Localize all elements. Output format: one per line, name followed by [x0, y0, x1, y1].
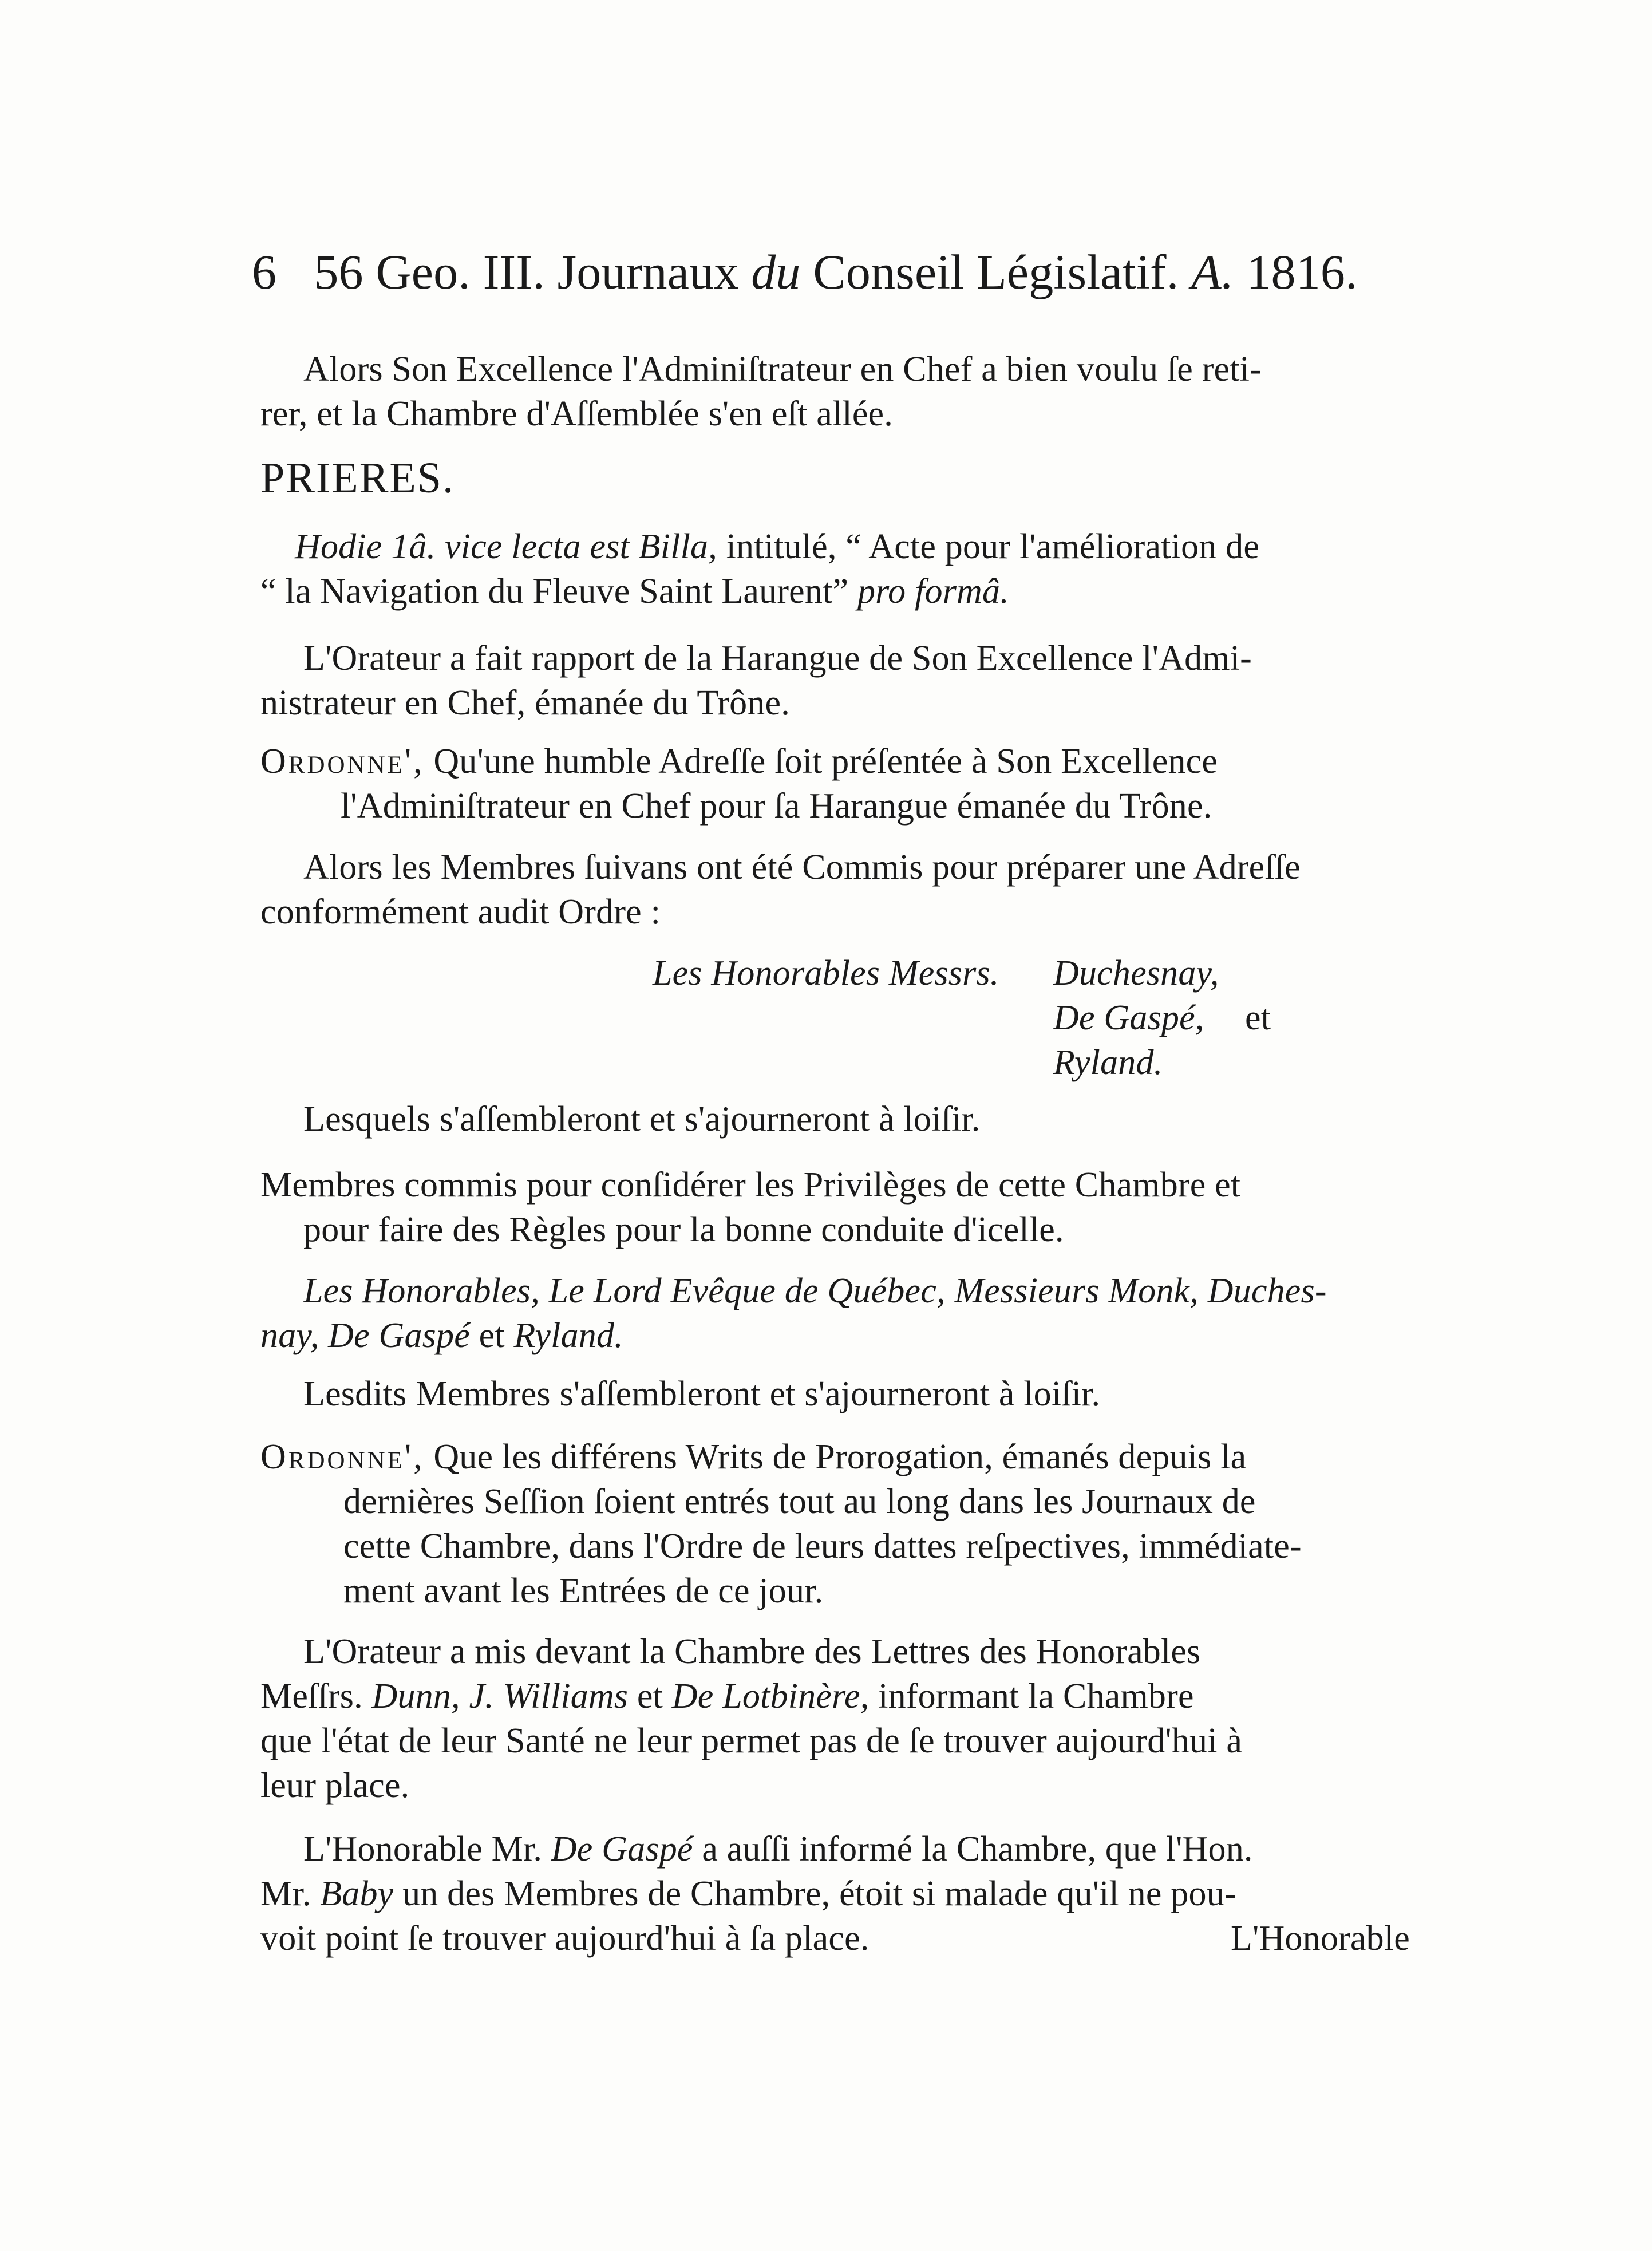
name-de-gaspe: De Gaspé: [551, 1830, 693, 1869]
paragraph-2-line-1: [295, 524, 1259, 570]
names-dunn-williams: Dunn, J. Williams: [371, 1677, 629, 1716]
reign-year: 56 Geo. III.: [314, 244, 545, 299]
paragraph-2-line-2: [260, 568, 1009, 614]
paragraph-7-line-2: pour faire des Règles pour la bonne conduite d'icelle.: [303, 1210, 1064, 1249]
header-year: 1816.: [1246, 244, 1358, 299]
honorable-mr: L'Honorable Mr.: [303, 1830, 543, 1869]
header-title-du: du: [751, 244, 801, 299]
paragraph-9-text: Que les différens Writs de Prorogation, émanés depuis la: [433, 1438, 1247, 1476]
paragraph-4-line-2: l'Adminiſtrateur en Chef pour ſa Harangue émanée du Trône.: [341, 787, 1212, 826]
paragraph-3-line-1: L'Orateur a fait rapport de la Harangue de Son Excellence l'Admi-: [303, 639, 1252, 678]
running-header: [252, 243, 1358, 301]
paragraph-8: Lesdits Membres s'aſſembleront et s'ajourneront à loiſir.: [303, 1375, 1101, 1413]
page-number: 6: [252, 244, 277, 299]
messrs-label: Meſſrs.: [260, 1677, 363, 1716]
paragraph-10-line-3: que l'état de leur Santé ne leur permet pas de ſe trouver aujourd'hui à: [260, 1721, 1243, 1760]
paragraph-1-line-1: Alors Son Excellence l'Adminiſtrateur en Chef a bien voulu ſe reti-: [303, 350, 1262, 389]
paragraph-10-rest: informant la Chambre: [878, 1677, 1194, 1716]
paragraph-9-line-2: dernières Seſſion ſoient entrés tout au long dans les Journaux de: [343, 1482, 1256, 1521]
paragraph-10-line-4: leur place.: [260, 1766, 410, 1805]
paragraph-11-text-2: un des Membres de Chambre, étoit si malade qu'il ne pou-: [402, 1874, 1236, 1913]
section-heading-prieres: PRIERES.: [260, 454, 455, 502]
paragraph-10-line-1: L'Orateur a mis devant la Chambre des Lettres des Honorables: [303, 1632, 1201, 1671]
paragraph-11-line-3: voit point ſe trouver aujourd'hui à ſa place.: [260, 1919, 870, 1958]
paragraph-9-line-3: cette Chambre, dans l'Ordre de leurs dattes reſpectives, immédiate-: [343, 1527, 1302, 1566]
paragraph-2-text-2: “ la Navigation du Fleuve Saint Laurent”: [260, 572, 849, 611]
committee-1-et: et: [1245, 998, 1271, 1037]
paragraph-6: Lesquels s'aſſembleront et s'ajourneront à loiſir.: [303, 1100, 981, 1139]
committee-1-member-2: De Gaspé,: [1053, 998, 1204, 1037]
ordonne-label: Ordonne',: [260, 742, 425, 781]
name-de-lotbiniere: De Lotbinère,: [671, 1677, 870, 1716]
header-anno: A.: [1191, 244, 1234, 299]
paragraph-4-text: Qu'une humble Adreſſe ſoit préſentée à Son Excellence: [433, 742, 1218, 781]
committee-2-names: nay, De Gaspé: [260, 1316, 470, 1355]
paragraph-9-line-4: ment avant les Entrées de ce jour.: [343, 1571, 824, 1610]
ordonne-label-2: Ordonne',: [260, 1438, 425, 1476]
committee-1-member-1: Duchesnay,: [1053, 954, 1219, 993]
catchword: L'Honorable: [1231, 1919, 1410, 1958]
header-title-b: Conseil Législatif.: [813, 244, 1179, 299]
committee-2-line-1: Les Honorables, Le Lord Evêque de Québec, Messieurs Monk, Duches-: [303, 1271, 1327, 1310]
paragraph-11-text: a auſſi informé la Chambre, que l'Hon.: [702, 1830, 1253, 1869]
paragraph-1-line-2: rer, et la Chambre d'Aſſemblée s'en eſt allée.: [260, 394, 893, 433]
paragraph-10-line-2: [260, 1673, 1194, 1719]
paragraph-7-line-1: Membres commis pour conſidérer les Privilèges de cette Chambre et: [260, 1166, 1241, 1205]
latin-phrase: Hodie 1â. vice lecta est Billa,: [295, 527, 717, 566]
committee-1-prefix: Les Honorables Messrs.: [653, 954, 999, 993]
header-title-a: Journaux: [557, 244, 739, 299]
paragraph-5-line-1: Alors les Membres ſuivans ont été Commis pour préparer une Adreſſe: [303, 848, 1301, 887]
paragraph-9-line-1: [260, 1434, 1246, 1480]
mr-label: Mr.: [260, 1874, 311, 1913]
paragraph-3-line-2: nistrateur en Chef, émanée du Trône.: [260, 684, 790, 722]
paragraph-11-line-1: [303, 1826, 1253, 1872]
paragraph-5-line-2: conformément audit Ordre :: [260, 892, 661, 931]
committee-2-line-2: [260, 1313, 623, 1359]
paragraph-2-text: intitulé, “ Acte pour l'amélioration de: [726, 527, 1260, 566]
paragraph-10-et: et: [637, 1677, 663, 1716]
paragraph-11-line-2: [260, 1871, 1236, 1917]
committee-2-et: et: [479, 1316, 505, 1355]
name-baby: Baby: [320, 1874, 394, 1913]
committee-1-member-3: Ryland.: [1053, 1043, 1163, 1082]
paragraph-4-line-1: [260, 739, 1218, 784]
latin-pro-forma: pro formâ.: [857, 572, 1009, 611]
committee-2-ryland: Ryland.: [513, 1316, 623, 1355]
